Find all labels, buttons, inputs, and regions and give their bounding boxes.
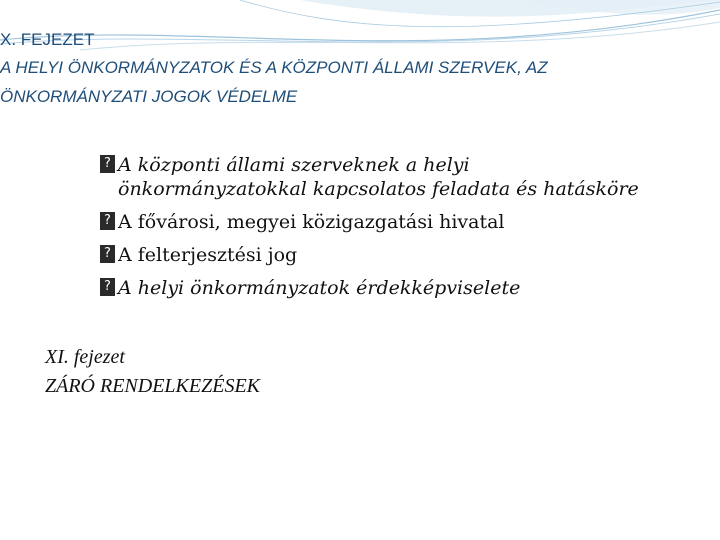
chapter-title-line-2: ÖNKORMÁNYZATI JOGOK VÉDELME [0, 87, 298, 106]
chapter-title-line-1: A HELYI ÖNKORMÁNYZATOK ÉS A KÖZPONTI ÁLLAMI SZERVEK, AZ [0, 58, 548, 77]
list-item [100, 276, 660, 300]
list-item [100, 210, 660, 234]
topic-list [100, 153, 660, 309]
list-item [100, 153, 660, 201]
list-item-text: A felterjesztési jog [118, 244, 298, 266]
list-item [100, 243, 660, 267]
next-chapter-title: ZÁRÓ RENDELKEZÉSEK [45, 375, 261, 397]
wave-line [0, 14, 720, 44]
wave-line [0, 10, 720, 41]
next-chapter-label: XI. fejezet [45, 346, 125, 368]
bullet-icon: ? [100, 278, 115, 296]
list-item-text: A központi állami szerveknek a helyi önkormányzatokkal kapcsolatos feladata és hatásköre [118, 154, 639, 200]
list-item-text: A fővárosi, megyei közigazgatási hivatal [118, 211, 505, 233]
bullet-icon: ? [100, 212, 115, 230]
bullet-icon: ? [100, 155, 115, 173]
chapter-heading: X. FEJEZET [0, 30, 95, 49]
list-item-text: A helyi önkormányzatok érdekképviselete [118, 277, 521, 299]
bullet-icon: ? [100, 245, 115, 263]
